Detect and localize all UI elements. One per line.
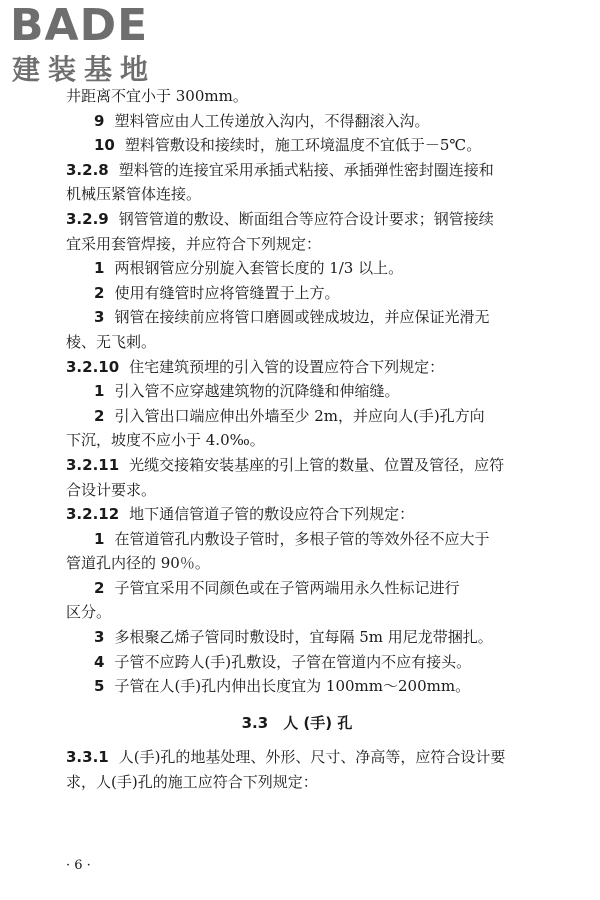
clause-number: 3.2.10 (66, 357, 120, 376)
text-line (66, 551, 528, 576)
text-line (66, 182, 528, 207)
logo-chinese: 建装基地 (12, 53, 157, 86)
clause-number: 10 (94, 136, 115, 155)
clause-number: 9 (94, 111, 105, 130)
line-text: 管道孔内径的 90％。 (66, 554, 210, 573)
line-text: 在管道管孔内敷设子管时，多根子管的等效外径不应大于 (114, 529, 490, 548)
clause-number: 3 (94, 628, 105, 647)
logo (10, 0, 180, 88)
text-line (66, 84, 528, 109)
text-line (66, 281, 528, 306)
clause-number: 3 (94, 308, 105, 327)
line-text: 引入管不应穿越建筑物的沉降缝和伸缩缝。 (114, 382, 400, 401)
line-text: 子管在人(手)孔内伸出长度宜为 100mm～200mm。 (114, 677, 471, 696)
text-line (66, 330, 528, 355)
text-line (66, 379, 528, 404)
text-line (66, 207, 528, 232)
line-text: 3.3 人 (手) 孔 (241, 713, 353, 732)
line-text: 两根钢管应分别旋入套管长度的 1/3 以上。 (114, 259, 404, 278)
text-line (66, 502, 528, 527)
line-text: 合设计要求。 (66, 480, 157, 499)
clause-number: 2 (94, 406, 105, 425)
line-text: 塑料管敷设和接续时，施工环境温度不宜低于－5℃。 (124, 136, 482, 155)
clause-number: 3.2.8 (66, 160, 109, 179)
text-line (66, 109, 528, 134)
clause-number: 1 (94, 259, 105, 278)
line-text: 宜采用套管焊接，并应符合下列规定： (66, 234, 322, 253)
text-line (66, 158, 528, 183)
line-text: 机械压紧管体连接。 (66, 185, 202, 204)
clause-number: 3.2.9 (66, 209, 109, 228)
clause-number: 1 (94, 529, 105, 548)
line-text: 住宅建筑预埋的引入管的设置应符合下列规定： (129, 357, 445, 376)
text-line (66, 404, 528, 429)
text-line (66, 576, 528, 601)
section-heading (66, 711, 528, 736)
line-text: 引入管出口端应伸出外墙至少 2m，并应向人(手)孔方向 (114, 406, 485, 425)
clause-number: 5 (94, 677, 105, 696)
clause-number: 4 (94, 652, 105, 671)
page-number: · 6 · (66, 858, 91, 873)
line-text: 钢管管道的敷设、断面组合等应符合设计要求；钢管接续 (118, 209, 494, 228)
clause-number: 3.3.1 (66, 748, 109, 767)
document-body (66, 84, 528, 795)
clause-number: 3.2.11 (66, 455, 120, 474)
text-line (66, 305, 528, 330)
text-line (66, 770, 528, 795)
line-text: 多根聚乙烯子管同时敷设时，宜每隔 5m 用尼龙带捆扎。 (114, 628, 493, 647)
line-text: 子管宜采用不同颜色或在子管两端用永久性标记进行 (114, 578, 460, 597)
clause-number: 1 (94, 382, 105, 401)
text-line (66, 355, 528, 380)
line-text: 下沉，坡度不应小于 4.0‰。 (66, 431, 265, 450)
text-line (66, 625, 528, 650)
line-text: 区分。 (66, 603, 112, 622)
text-line (66, 256, 528, 281)
text-line (66, 478, 528, 503)
line-text: 子管不应跨人(手)孔敷设，子管在管道内不应有接头。 (114, 652, 472, 671)
line-text: 棱、无飞刺。 (66, 332, 157, 351)
line-text: 求，人(手)孔的施工应符合下列规定： (66, 773, 318, 792)
text-line (66, 428, 528, 453)
text-line (66, 133, 528, 158)
line-text: 井距离不宜小于 300mm。 (66, 87, 248, 105)
logo-wordmark: BADE (10, 0, 149, 51)
clause-number: 3.2.12 (66, 505, 120, 524)
line-text: 钢管在接续前应将管口磨圆或锉成坡边，并应保证光滑无 (114, 308, 490, 327)
line-text: 地下通信管道子管的敷设应符合下列规定： (129, 505, 415, 524)
line-text: 塑料管的连接宜采用承插式粘接、承插弹性密封圈连接和 (118, 160, 494, 179)
line-text: 光缆交接箱安装基座的引上管的数量、位置及管径，应符 (129, 455, 505, 474)
clause-number: 2 (94, 283, 105, 302)
line-text: 人(手)孔的地基处理、外形、尺寸、净高等，应符合设计要 (118, 748, 506, 767)
text-line (66, 232, 528, 257)
text-line (66, 600, 528, 625)
line-text: 使用有缝管时应将管缝置于上方。 (114, 283, 340, 302)
clause-number: 2 (94, 578, 105, 597)
text-line (66, 527, 528, 552)
text-line (66, 745, 528, 770)
line-text: 塑料管应由人工传递放入沟内，不得翻滚入沟。 (114, 111, 430, 130)
text-line (66, 453, 528, 478)
text-line (66, 650, 528, 675)
text-line (66, 674, 528, 699)
